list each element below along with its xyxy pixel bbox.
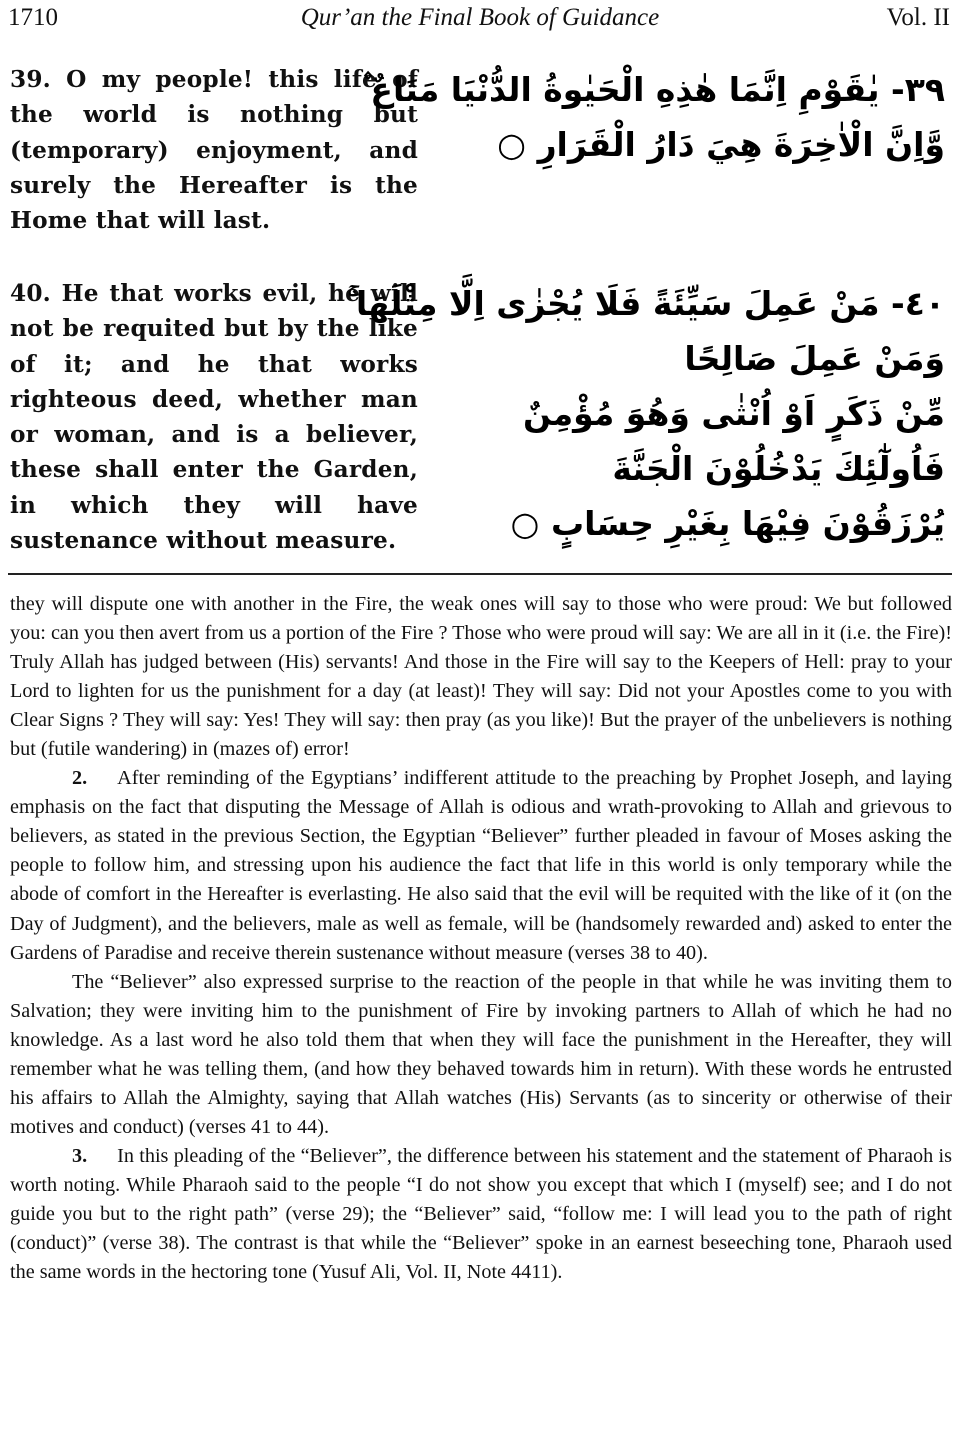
section-divider [8,573,952,575]
volume-label: Vol. II [886,4,950,31]
arabic-line: ٣٩- يٰقَوْمِ اِنَّمَا هٰذِهِ الْحَيٰوةُ الدُّنْيَا مَتَاعٌ ۫ [362,70,945,109]
arabic-line: وَمَنْ عَمِلَ صَالِحًا [684,339,945,378]
arabic-line: وَّاِنَّ الْاٰخِرَةَ هِيَ دَارُ الْقَرَارِ ○ [497,125,945,164]
verse-39-arabic [362,62,945,172]
commentary [10,590,952,1287]
commentary-paragraph-1: they will dispute one with another in the Fire, the weak ones will say to those who were proud: We but followed you: can you then avert from us a portion of the Fire ? Those who were proud will say: We are all in it (i.e. the Fire)! Truly Allah has judged between (His) servants! And those in the Fire will say to the Keepers of Hell: pray to your Lord to lighten for us the punishment for a day (at least)! They will say: Did not your Apostles come to you with Clear Signs ? They will say: Yes! They will say: then pray (as you like)! But the prayer of the unbelievers is nothing but (futile wandering) in (mazes of) error! [10,593,952,761]
arabic-line: يُرْزَقُوْنَ فِيْهَا بِغَيْرِ حِسَابٍ ○ [510,504,945,543]
page-header [0,0,960,40]
note-number: 2. [72,767,88,790]
note-text: After reminding of the Egyptians’ indifferent attitude to the preaching by Prophet Joseph, and laying emphasis on the fact that disputing the Message of Allah is odious and wrath-provoking to Allah and grievous to believers, as stated in the previous Section, the Egyptian “Believer” further pleaded in favour of Moses asking the people to follow him, and stressing upon his audience the fact that life in this world is only temporary while the abode of comfort in the Hereafter is everlasting. He also said that the evil will be requited with the like of it (on the Day of Judgment), and the believers, male as well as female, will be (handsomely rewarded and) asked to enter the Gardens of Paradise and receive therein sustenance without measure (verses 38 to 40). [10,767,952,964]
verse-40-translation: 40. He that works evil, he will not be requited but by the like of it; and he that works righteous deed, whether man or woman, and is a believer, these shall enter the Garden, in which they will have sustenance without measure. [10,280,418,555]
verse-39 [0,62,960,247]
commentary-paragraph-2 [10,764,952,967]
book-title: Qur’an the Final Book of Guidance [300,4,660,31]
page-number: 1710 [8,4,58,31]
verse-40 [0,276,960,566]
note-number: 3. [72,1144,88,1167]
verse-39-translation: 39. O my people! this life of the world is nothing but (temporary) enjoyment, and surely the Hereafter is the Home that will last. [10,66,418,235]
commentary-paragraph-4 [10,1142,952,1287]
arabic-line: ٤٠- مَنْ عَمِلَ سَيِّئَةً فَلَا يُجْزٰى اِلَّا مِثْلَهَا ۚ [347,284,945,323]
commentary-paragraph-3: The “Believer” also expressed surprise to the reaction of the people in that while he was inviting them to Salvation; they were inviting him to the punishment of Fire by invoking partners to Allah of which he had no knowledge. As a last word he also told them that when they will face the punishment in the Hereafter, they will remember what he was telling them, (and how they behaved towards him in return). With these words he entrusted his affairs to Allah the Almighty, saying that Allah watches (His) Servants (as to sincerity or otherwise of their motives and conduct) (verses 41 to 44). [10,970,952,1138]
note-text: In this pleading of the “Believer”, the difference between his statement and the statement of Pharaoh is worth noting. While Pharaoh said to the people “I do not show you except that which I (myself) see; and I do not guide you but to the right path” (verse 29); the “Believer” said, “follow me: I will lead you to the path of right (conduct)” (verse 38). The contrast is that while the “Believer” spoke in an earnest beseeching tone, Pharaoh used the same words in the hectoring tone (Yusuf Ali, Vol. II, Note 4411). [10,1144,952,1284]
arabic-line: فَاُولٰٓئِكَ يَدْخُلُوْنَ الْجَنَّةَ [612,449,945,488]
arabic-line: مِّنْ ذَكَرٍ اَوْ اُنْثٰى وَهُوَ مُؤْمِنٌ [523,394,945,433]
verse-40-arabic [347,276,945,551]
